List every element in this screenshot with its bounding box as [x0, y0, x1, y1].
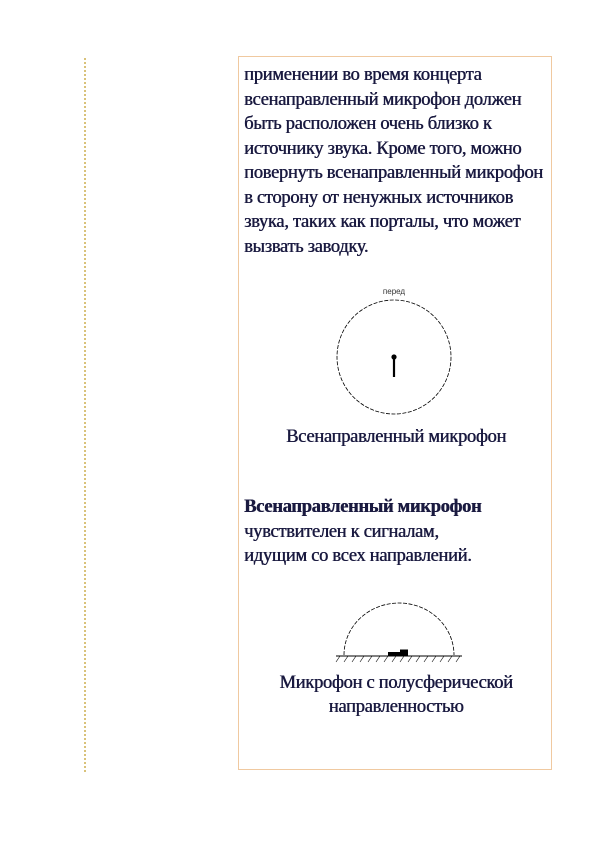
microphone-capsule: [391, 354, 396, 359]
paragraph-omnidirectional-definition: [244, 495, 494, 569]
hemisphere-arc: [344, 603, 454, 655]
margin-dotted-line: [84, 58, 86, 772]
figure1-caption: Всенаправленный микрофон: [286, 427, 506, 447]
surface-hatching: [336, 656, 460, 662]
definition-text: чувствителен к сигналам, идущим со всех направлений.: [244, 521, 472, 566]
omnidirectional-polar-diagram: [329, 285, 459, 419]
text-frame: [238, 56, 552, 770]
front-label: перед: [382, 287, 406, 296]
figure2-caption: Микрофон с полусферической направленностью: [279, 673, 513, 717]
paragraph-concert-usage: применении во время концерта всенаправленный микрофон должен быть расположен очень близко к источнику звука. Кроме того, можно повернуть всенаправленный микрофон в сторону от ненужных источников звука, таких как порталы, что может вызвать заводку.: [244, 65, 543, 257]
term-omnidirectional: Всенаправленный микрофон: [244, 497, 482, 517]
boundary-microphone: [388, 650, 408, 657]
hemispherical-polar-diagram: [334, 601, 464, 667]
